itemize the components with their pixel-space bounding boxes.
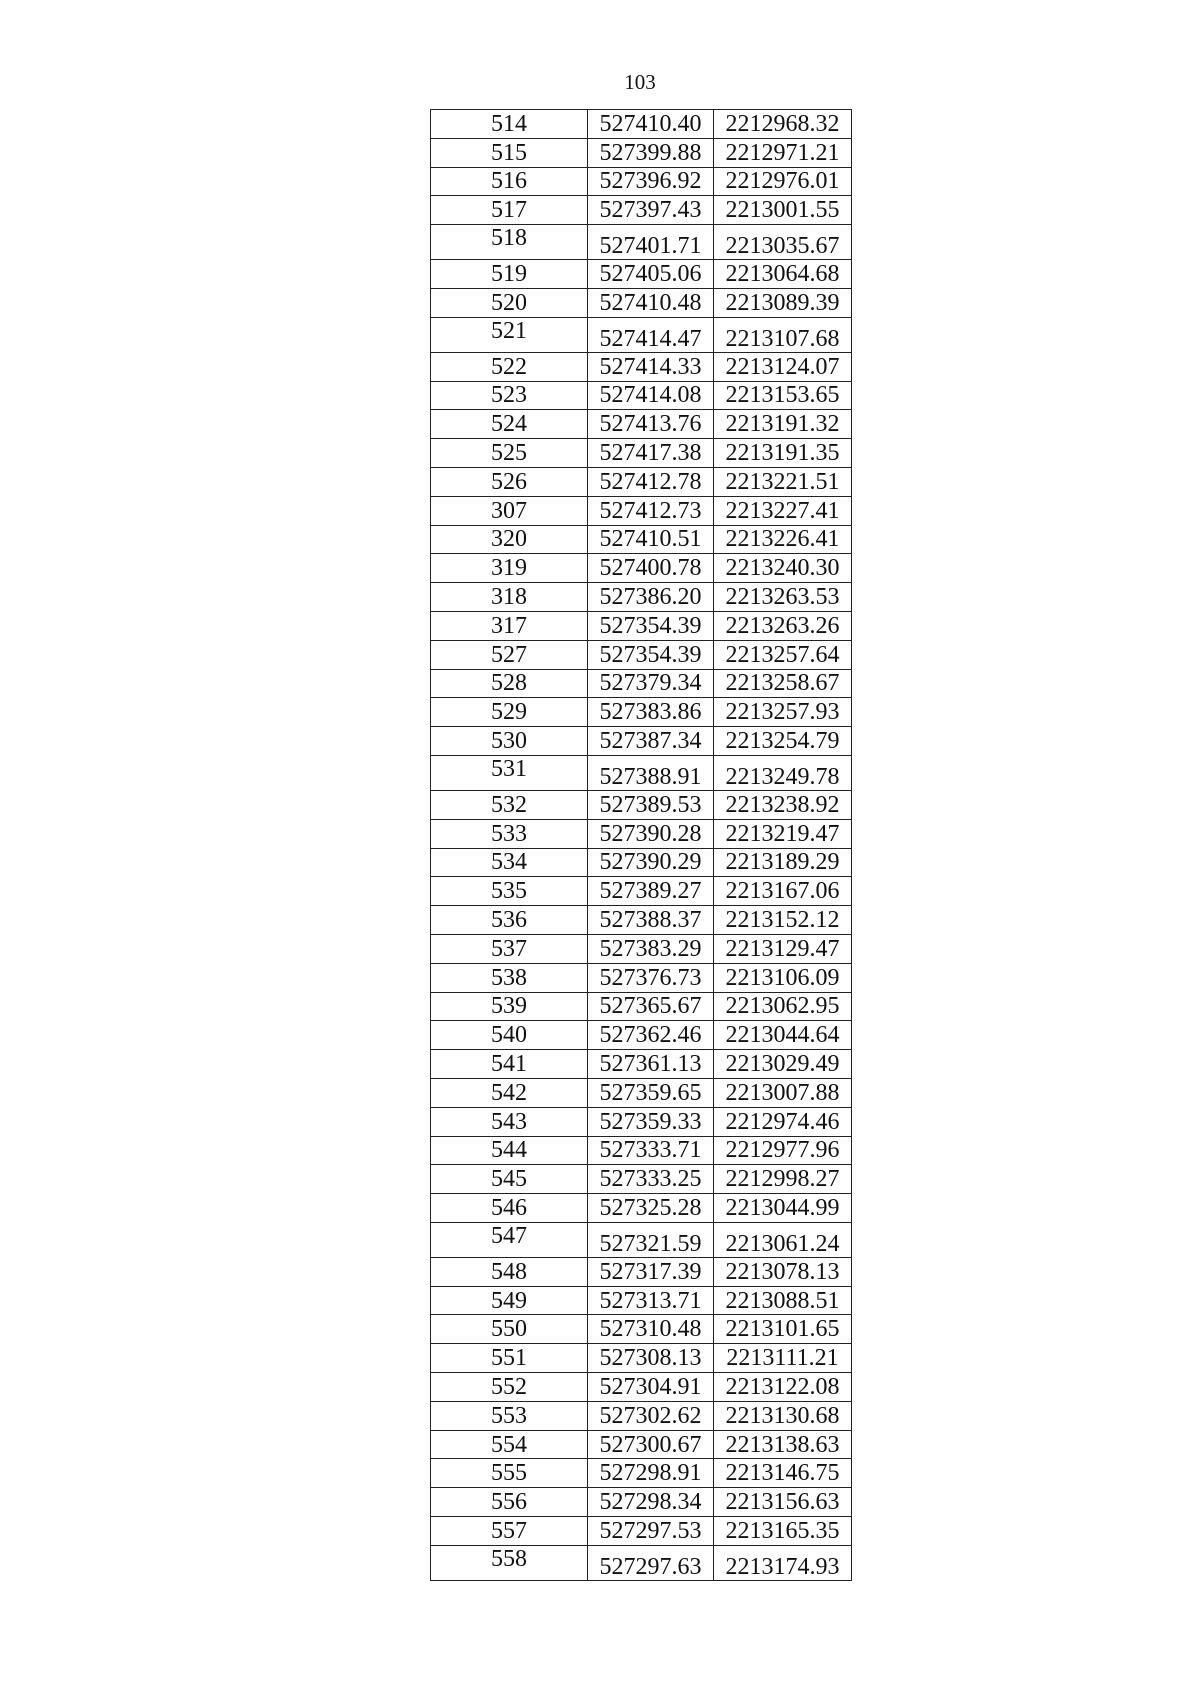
table-row — [431, 1107, 852, 1136]
point-number-cell: 550 — [431, 1315, 588, 1344]
y-coordinate-cell: 2213258.67 — [714, 669, 852, 698]
x-coordinate-cell: 527325.28 — [588, 1194, 714, 1223]
table-row — [431, 352, 852, 381]
y-coordinate-cell: 2213111.21 — [714, 1344, 852, 1373]
x-coordinate-cell: 527389.53 — [588, 790, 714, 819]
point-number-cell: 535 — [431, 877, 588, 906]
table-row — [431, 1165, 852, 1194]
table-row — [431, 583, 852, 612]
point-number-cell: 521 — [431, 317, 588, 352]
x-coordinate-cell: 527379.34 — [588, 669, 714, 698]
point-number-cell: 522 — [431, 352, 588, 381]
y-coordinate-cell: 2213101.65 — [714, 1315, 852, 1344]
table-row — [431, 196, 852, 225]
x-coordinate-cell: 527297.63 — [588, 1545, 714, 1580]
y-coordinate-cell: 2212977.96 — [714, 1136, 852, 1165]
x-coordinate-cell: 527298.91 — [588, 1459, 714, 1488]
point-number-cell: 536 — [431, 906, 588, 935]
x-coordinate-cell: 527365.67 — [588, 992, 714, 1021]
point-number-cell: 557 — [431, 1517, 588, 1546]
point-number-cell: 524 — [431, 410, 588, 439]
x-coordinate-cell: 527414.47 — [588, 317, 714, 352]
point-number-cell: 558 — [431, 1545, 588, 1580]
y-coordinate-cell: 2213152.12 — [714, 906, 852, 935]
table-row — [431, 1136, 852, 1165]
point-number-cell: 514 — [431, 110, 588, 139]
y-coordinate-cell: 2213227.41 — [714, 496, 852, 525]
point-number-cell: 529 — [431, 698, 588, 727]
y-coordinate-cell: 2213254.79 — [714, 727, 852, 756]
y-coordinate-cell: 2212971.21 — [714, 138, 852, 167]
point-number-cell: 534 — [431, 848, 588, 877]
point-number-cell: 525 — [431, 439, 588, 468]
x-coordinate-cell: 527304.91 — [588, 1373, 714, 1402]
x-coordinate-cell: 527362.46 — [588, 1021, 714, 1050]
x-coordinate-cell: 527388.91 — [588, 755, 714, 790]
table-row — [431, 1430, 852, 1459]
y-coordinate-cell: 2213044.64 — [714, 1021, 852, 1050]
x-coordinate-cell: 527387.34 — [588, 727, 714, 756]
table-row — [431, 260, 852, 289]
table-row — [431, 1050, 852, 1079]
point-number-cell: 307 — [431, 496, 588, 525]
x-coordinate-cell: 527388.37 — [588, 906, 714, 935]
table-row — [431, 611, 852, 640]
x-coordinate-cell: 527310.48 — [588, 1315, 714, 1344]
y-coordinate-cell: 2213219.47 — [714, 819, 852, 848]
y-coordinate-cell: 2213088.51 — [714, 1286, 852, 1315]
x-coordinate-cell: 527383.29 — [588, 934, 714, 963]
x-coordinate-cell: 527401.71 — [588, 225, 714, 260]
y-coordinate-cell: 2213257.93 — [714, 698, 852, 727]
y-coordinate-cell: 2213146.75 — [714, 1459, 852, 1488]
point-number-cell: 320 — [431, 525, 588, 554]
point-number-cell: 531 — [431, 755, 588, 790]
x-coordinate-cell: 527417.38 — [588, 439, 714, 468]
y-coordinate-cell: 2213263.53 — [714, 583, 852, 612]
y-coordinate-cell: 2213174.93 — [714, 1545, 852, 1580]
y-coordinate-cell: 2213130.68 — [714, 1401, 852, 1430]
x-coordinate-cell: 527297.53 — [588, 1517, 714, 1546]
y-coordinate-cell: 2213138.63 — [714, 1430, 852, 1459]
table-row — [431, 1257, 852, 1286]
x-coordinate-cell: 527333.25 — [588, 1165, 714, 1194]
y-coordinate-cell: 2213122.08 — [714, 1373, 852, 1402]
x-coordinate-cell: 527389.27 — [588, 877, 714, 906]
point-number-cell: 542 — [431, 1078, 588, 1107]
y-coordinate-cell: 2213226.41 — [714, 525, 852, 554]
y-coordinate-cell: 2213044.99 — [714, 1194, 852, 1223]
y-coordinate-cell: 2212998.27 — [714, 1165, 852, 1194]
x-coordinate-cell: 527410.48 — [588, 288, 714, 317]
table-row — [431, 496, 852, 525]
x-coordinate-cell: 527300.67 — [588, 1430, 714, 1459]
table-row — [431, 755, 852, 790]
point-number-cell: 516 — [431, 167, 588, 196]
x-coordinate-cell: 527396.92 — [588, 167, 714, 196]
table-row — [431, 877, 852, 906]
y-coordinate-cell: 2213129.47 — [714, 934, 852, 963]
x-coordinate-cell: 527317.39 — [588, 1257, 714, 1286]
point-number-cell: 543 — [431, 1107, 588, 1136]
table-row — [431, 288, 852, 317]
table-row — [431, 1021, 852, 1050]
x-coordinate-cell: 527333.71 — [588, 1136, 714, 1165]
table-row — [431, 1315, 852, 1344]
table-row — [431, 992, 852, 1021]
x-coordinate-cell: 527412.78 — [588, 467, 714, 496]
x-coordinate-cell: 527397.43 — [588, 196, 714, 225]
point-number-cell: 532 — [431, 790, 588, 819]
table-row — [431, 381, 852, 410]
point-number-cell: 552 — [431, 1373, 588, 1402]
table-row — [431, 167, 852, 196]
table-row — [431, 963, 852, 992]
table-row — [431, 1545, 852, 1580]
page-number: 103 — [624, 70, 656, 94]
y-coordinate-cell: 2213249.78 — [714, 755, 852, 790]
table-row — [431, 554, 852, 583]
x-coordinate-cell: 527354.39 — [588, 611, 714, 640]
point-number-cell: 520 — [431, 288, 588, 317]
y-coordinate-cell: 2213001.55 — [714, 196, 852, 225]
table-row — [431, 1373, 852, 1402]
y-coordinate-cell: 2213191.32 — [714, 410, 852, 439]
point-number-cell: 538 — [431, 963, 588, 992]
table-row — [431, 1222, 852, 1257]
point-number-cell: 533 — [431, 819, 588, 848]
point-number-cell: 317 — [431, 611, 588, 640]
table-row — [431, 525, 852, 554]
x-coordinate-cell: 527376.73 — [588, 963, 714, 992]
table-row — [431, 110, 852, 139]
point-number-cell: 515 — [431, 138, 588, 167]
table-row — [431, 1488, 852, 1517]
y-coordinate-cell: 2213061.24 — [714, 1222, 852, 1257]
table-row — [431, 1194, 852, 1223]
y-coordinate-cell: 2212976.01 — [714, 167, 852, 196]
x-coordinate-cell: 527412.73 — [588, 496, 714, 525]
table-row — [431, 138, 852, 167]
y-coordinate-cell: 2213106.09 — [714, 963, 852, 992]
table-row — [431, 698, 852, 727]
x-coordinate-cell: 527359.33 — [588, 1107, 714, 1136]
table-row — [431, 640, 852, 669]
y-coordinate-cell: 2213035.67 — [714, 225, 852, 260]
y-coordinate-cell: 2213156.63 — [714, 1488, 852, 1517]
y-coordinate-cell: 2213240.30 — [714, 554, 852, 583]
table-row — [431, 317, 852, 352]
y-coordinate-cell: 2213191.35 — [714, 439, 852, 468]
y-coordinate-cell: 2213029.49 — [714, 1050, 852, 1079]
x-coordinate-cell: 527302.62 — [588, 1401, 714, 1430]
y-coordinate-cell: 2213238.92 — [714, 790, 852, 819]
y-coordinate-cell: 2213263.26 — [714, 611, 852, 640]
y-coordinate-cell: 2213064.68 — [714, 260, 852, 289]
point-number-cell: 556 — [431, 1488, 588, 1517]
x-coordinate-cell: 527383.86 — [588, 698, 714, 727]
point-number-cell: 530 — [431, 727, 588, 756]
x-coordinate-cell: 527399.88 — [588, 138, 714, 167]
point-number-cell: 539 — [431, 992, 588, 1021]
point-number-cell: 528 — [431, 669, 588, 698]
point-number-cell: 551 — [431, 1344, 588, 1373]
x-coordinate-cell: 527414.08 — [588, 381, 714, 410]
point-number-cell: 545 — [431, 1165, 588, 1194]
y-coordinate-cell: 2213189.29 — [714, 848, 852, 877]
y-coordinate-cell: 2212974.46 — [714, 1107, 852, 1136]
point-number-cell: 519 — [431, 260, 588, 289]
table-row — [431, 934, 852, 963]
table-row — [431, 1401, 852, 1430]
point-number-cell: 553 — [431, 1401, 588, 1430]
x-coordinate-cell: 527410.40 — [588, 110, 714, 139]
coordinates-table — [430, 109, 852, 1581]
y-coordinate-cell: 2213153.65 — [714, 381, 852, 410]
point-number-cell: 540 — [431, 1021, 588, 1050]
table-row — [431, 819, 852, 848]
table-row — [431, 1459, 852, 1488]
x-coordinate-cell: 527413.76 — [588, 410, 714, 439]
x-coordinate-cell: 527361.13 — [588, 1050, 714, 1079]
y-coordinate-cell: 2213107.68 — [714, 317, 852, 352]
point-number-cell: 518 — [431, 225, 588, 260]
x-coordinate-cell: 527308.13 — [588, 1344, 714, 1373]
x-coordinate-cell: 527313.71 — [588, 1286, 714, 1315]
table-row — [431, 669, 852, 698]
y-coordinate-cell: 2213078.13 — [714, 1257, 852, 1286]
point-number-cell: 319 — [431, 554, 588, 583]
point-number-cell: 544 — [431, 1136, 588, 1165]
y-coordinate-cell: 2213062.95 — [714, 992, 852, 1021]
x-coordinate-cell: 527400.78 — [588, 554, 714, 583]
y-coordinate-cell: 2213124.07 — [714, 352, 852, 381]
x-coordinate-cell: 527359.65 — [588, 1078, 714, 1107]
table-row — [431, 727, 852, 756]
point-number-cell: 523 — [431, 381, 588, 410]
table-row — [431, 1344, 852, 1373]
point-number-cell: 548 — [431, 1257, 588, 1286]
x-coordinate-cell: 527390.29 — [588, 848, 714, 877]
point-number-cell: 547 — [431, 1222, 588, 1257]
table-row — [431, 225, 852, 260]
x-coordinate-cell: 527414.33 — [588, 352, 714, 381]
point-number-cell: 555 — [431, 1459, 588, 1488]
x-coordinate-cell: 527321.59 — [588, 1222, 714, 1257]
y-coordinate-cell: 2213221.51 — [714, 467, 852, 496]
point-number-cell: 537 — [431, 934, 588, 963]
table-row — [431, 1286, 852, 1315]
x-coordinate-cell: 527386.20 — [588, 583, 714, 612]
table-row — [431, 410, 852, 439]
point-number-cell: 527 — [431, 640, 588, 669]
table-row — [431, 439, 852, 468]
point-number-cell: 318 — [431, 583, 588, 612]
y-coordinate-cell: 2213167.06 — [714, 877, 852, 906]
y-coordinate-cell: 2212968.32 — [714, 110, 852, 139]
y-coordinate-cell: 2213165.35 — [714, 1517, 852, 1546]
coordinates-table-body — [431, 110, 852, 1581]
x-coordinate-cell: 527298.34 — [588, 1488, 714, 1517]
table-row — [431, 906, 852, 935]
table-row — [431, 1517, 852, 1546]
table-row — [431, 848, 852, 877]
point-number-cell: 517 — [431, 196, 588, 225]
point-number-cell: 549 — [431, 1286, 588, 1315]
point-number-cell: 554 — [431, 1430, 588, 1459]
y-coordinate-cell: 2213007.88 — [714, 1078, 852, 1107]
point-number-cell: 526 — [431, 467, 588, 496]
y-coordinate-cell: 2213257.64 — [714, 640, 852, 669]
point-number-cell: 541 — [431, 1050, 588, 1079]
x-coordinate-cell: 527354.39 — [588, 640, 714, 669]
x-coordinate-cell: 527390.28 — [588, 819, 714, 848]
table-row — [431, 1078, 852, 1107]
x-coordinate-cell: 527405.06 — [588, 260, 714, 289]
table-row — [431, 467, 852, 496]
y-coordinate-cell: 2213089.39 — [714, 288, 852, 317]
x-coordinate-cell: 527410.51 — [588, 525, 714, 554]
table-row — [431, 790, 852, 819]
point-number-cell: 546 — [431, 1194, 588, 1223]
